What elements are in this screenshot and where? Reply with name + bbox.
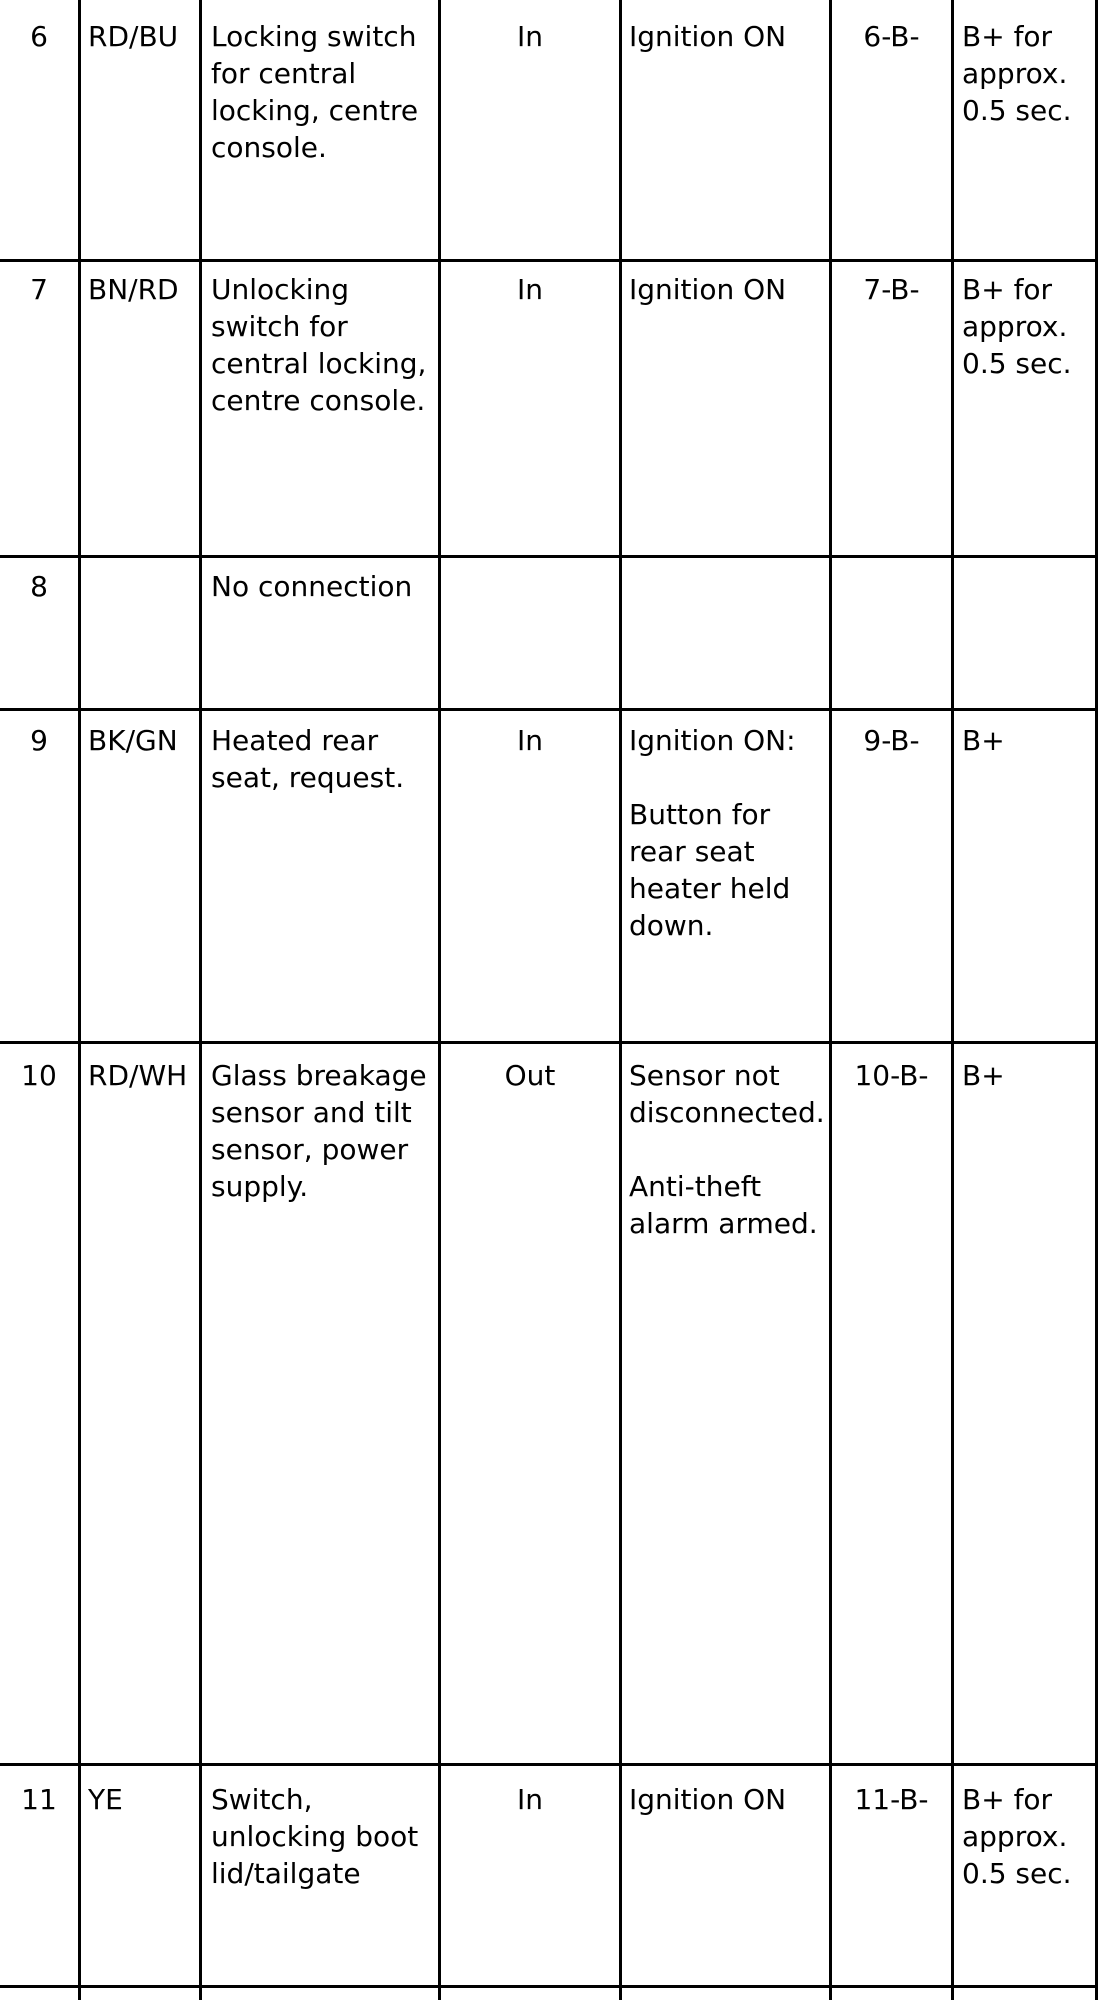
wire-colour: BK/GN (88, 724, 178, 757)
signal-direction: In (516, 1783, 543, 1816)
row-divider (0, 259, 1098, 262)
pin-number: 7 (30, 273, 48, 306)
column-divider (1095, 0, 1098, 2000)
test-condition: Ignition ON: Button for rear seat heater held down. (629, 724, 796, 942)
pin-number: 9 (30, 724, 48, 757)
signal-direction: Out (504, 1059, 556, 1092)
signal-direction: In (516, 724, 543, 757)
nominal-value: B+ (962, 1059, 1005, 1092)
measurement-points: 7-B- (863, 273, 920, 306)
measurement-points: 11-B- (854, 1783, 929, 1816)
wire-colour: RD/BU (88, 20, 179, 53)
measurement-points: 9-B- (863, 724, 920, 757)
pin-description: Locking switch for central locking, centre console. (211, 20, 419, 164)
wire-colour: BN/RD (88, 273, 179, 306)
nominal-value: B+ for approx. 0.5 sec. (962, 273, 1072, 380)
row-divider (0, 1985, 1098, 1988)
test-condition: Ignition ON (629, 1783, 787, 1816)
column-divider (619, 0, 622, 2000)
pin-number: 11 (21, 1783, 57, 1816)
measurement-points: 10-B- (854, 1059, 929, 1092)
signal-direction: In (516, 20, 543, 53)
nominal-value: B+ (962, 724, 1005, 757)
pin-description: No connection (211, 570, 413, 603)
row-divider (0, 555, 1098, 558)
pin-description: Switch, unlocking boot lid/tailgate (211, 1783, 419, 1890)
wire-colour: YE (88, 1783, 123, 1816)
test-condition: Sensor not disconnected. Anti-theft alarm armed. (629, 1059, 825, 1240)
row-divider (0, 1041, 1098, 1044)
column-divider (199, 0, 202, 2000)
nominal-value: B+ for approx. 0.5 sec. (962, 20, 1072, 127)
pin-description: Heated rear seat, request. (211, 724, 405, 794)
signal-direction: In (516, 273, 543, 306)
pin-number: 10 (21, 1059, 57, 1092)
wire-colour: RD/WH (88, 1059, 188, 1092)
row-divider (0, 1763, 1098, 1766)
pin-description: Glass breakage sensor and tilt sensor, power supply. (211, 1059, 427, 1203)
column-divider (951, 0, 954, 2000)
row-divider (0, 708, 1098, 711)
test-condition: Ignition ON (629, 273, 787, 306)
measurement-points: 6-B- (863, 20, 920, 53)
pin-number: 8 (30, 570, 48, 603)
column-divider (78, 0, 81, 2000)
test-condition: Ignition ON (629, 20, 787, 53)
nominal-value: B+ for approx. 0.5 sec. (962, 1783, 1072, 1890)
pin-number: 6 (30, 20, 48, 53)
pin-description: Unlocking switch for central locking, centre console. (211, 273, 427, 417)
